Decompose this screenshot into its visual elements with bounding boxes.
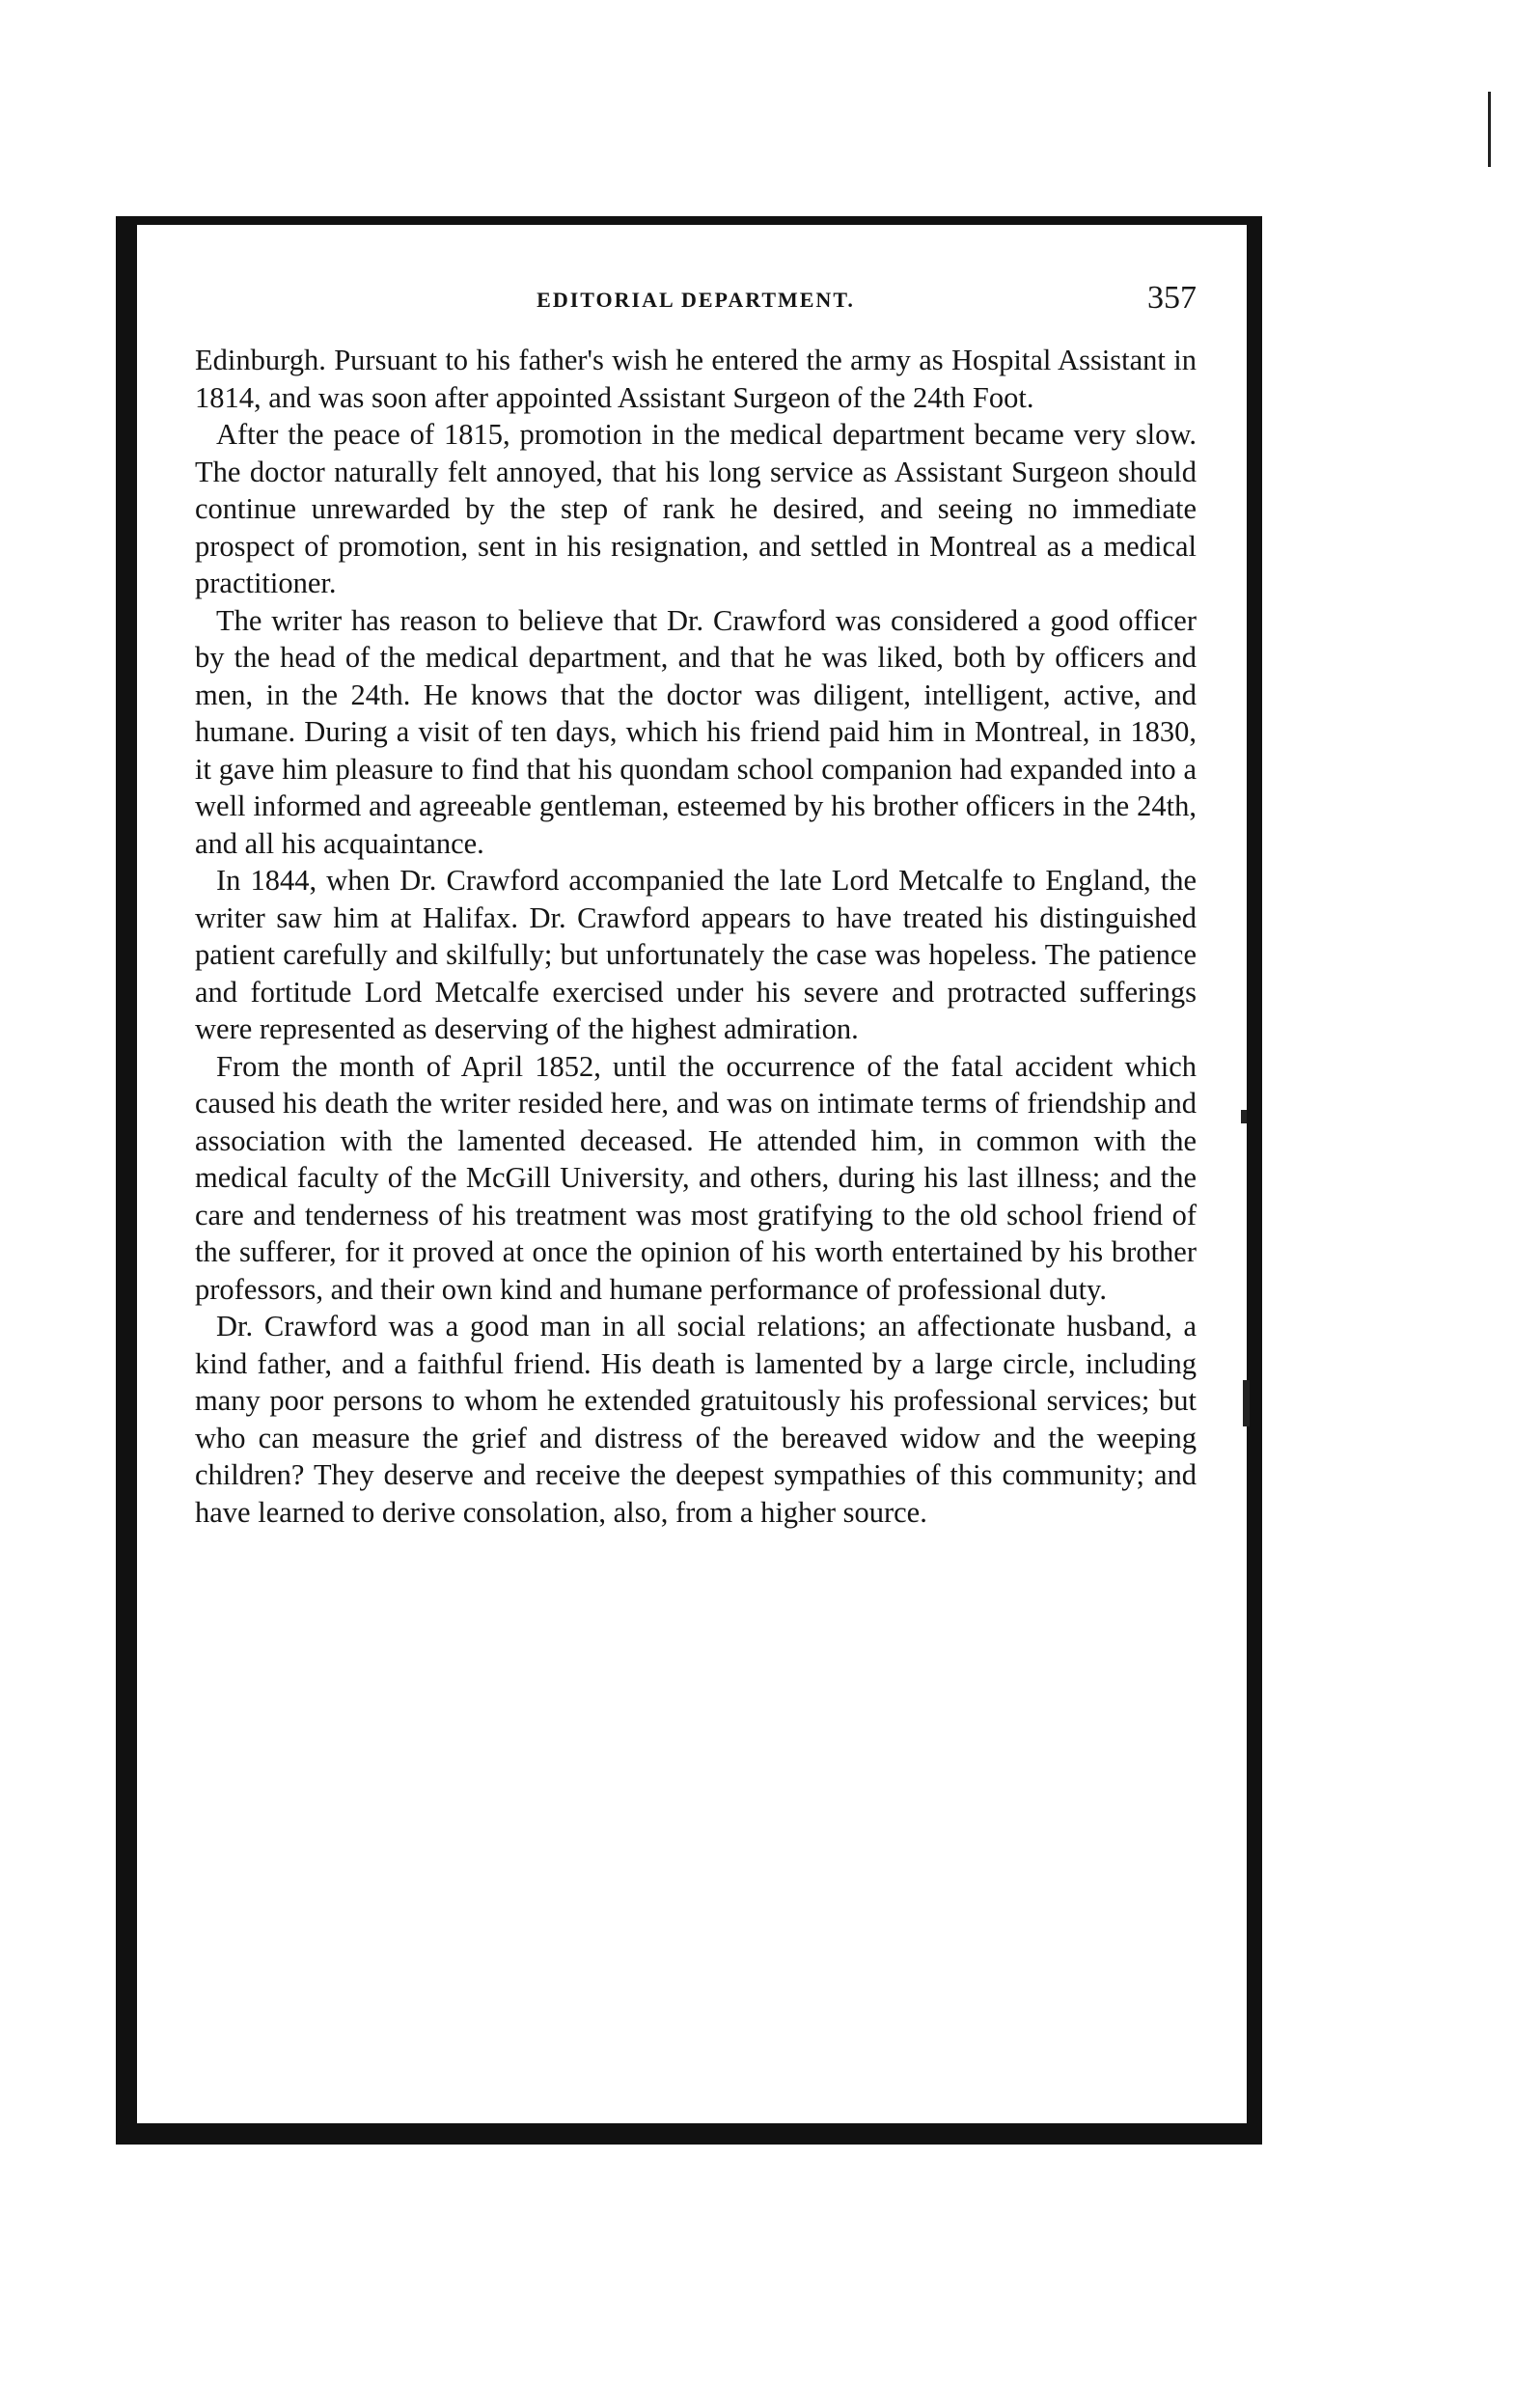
paragraph-6: Dr. Crawford was a good man in all social relations; an affectionate husband, a kind father, and a faithful friend. His death is lamented by a large circle, including many poor persons to whom he extended gratuitously his professional services; but who can measure the grief and distress of the bereaved widow and the weeping children? They deserve and receive the deepest sympathies of this community; and have learned to derive consolation, also, from a higher source. bbox=[195, 1310, 1197, 1529]
article-body bbox=[195, 342, 1197, 1531]
paragraph-2: After the peace of 1815, promotion in the medical department became very slow. The doctor naturally felt annoyed, that his long service as Assistant Surgeon should continue unrewarded by the step of rank he desired, and seeing no immediate prospect of promotion, sent in his resignation, and settled in Montreal as a medical practitioner. bbox=[195, 418, 1197, 599]
paragraph-5: From the month of April 1852, until the occurrence of the fatal accident which caused his death the writer resided here, and was on intimate terms of friendship and association with the lamented deceased. He attended him, in common with the medical faculty of the McGill University, and others, during his last illness; and the care and tenderness of his treatment was most gratifying to the old school friend of the sufferer, for it proved at once the opinion of his worth entertained by his brother professors, and their own kind and humane performance of professional duty. bbox=[195, 1049, 1197, 1306]
scan-mark-right-top bbox=[1488, 92, 1491, 167]
page-number: 357 bbox=[1147, 280, 1197, 316]
running-title: EDITORIAL DEPARTMENT. bbox=[537, 288, 855, 312]
scan-mark-right-lower bbox=[1243, 1380, 1250, 1426]
paragraph-1: Edinburgh. Pursuant to his father's wish he entered the army as Hospital Assistant in 1814, and was soon after appointed Assistant Surgeon of the 24th Foot. bbox=[195, 344, 1197, 414]
paragraph-3: The writer has reason to believe that Dr. Crawford was considered a good officer by the head of the medical department, and that he was liked, both by officers and men, in the 24th. He knows that the doctor was diligent, intelligent, active, and humane. During a visit of ten days, which his friend paid him in Montreal, in 1830, it gave him pleasure to find that his quondam school companion had expanded into a well informed and agreeable gentleman, esteemed by his brother officers in the 24th, and all his acquaintance. bbox=[195, 603, 1197, 860]
scan-mark-right-middle bbox=[1241, 1110, 1247, 1123]
paragraph-4: In 1844, when Dr. Crawford accompanied the late Lord Metcalfe to England, the writer saw him at Halifax. Dr. Crawford appears to have treated his distinguished patient carefully and skilfully; but unfortunately the case was hopeless. The patience and fortitude Lord Metcalfe exercised under his severe and protracted sufferings were represented as deserving of the highest admiration. bbox=[195, 864, 1197, 1045]
running-head bbox=[195, 280, 1197, 328]
